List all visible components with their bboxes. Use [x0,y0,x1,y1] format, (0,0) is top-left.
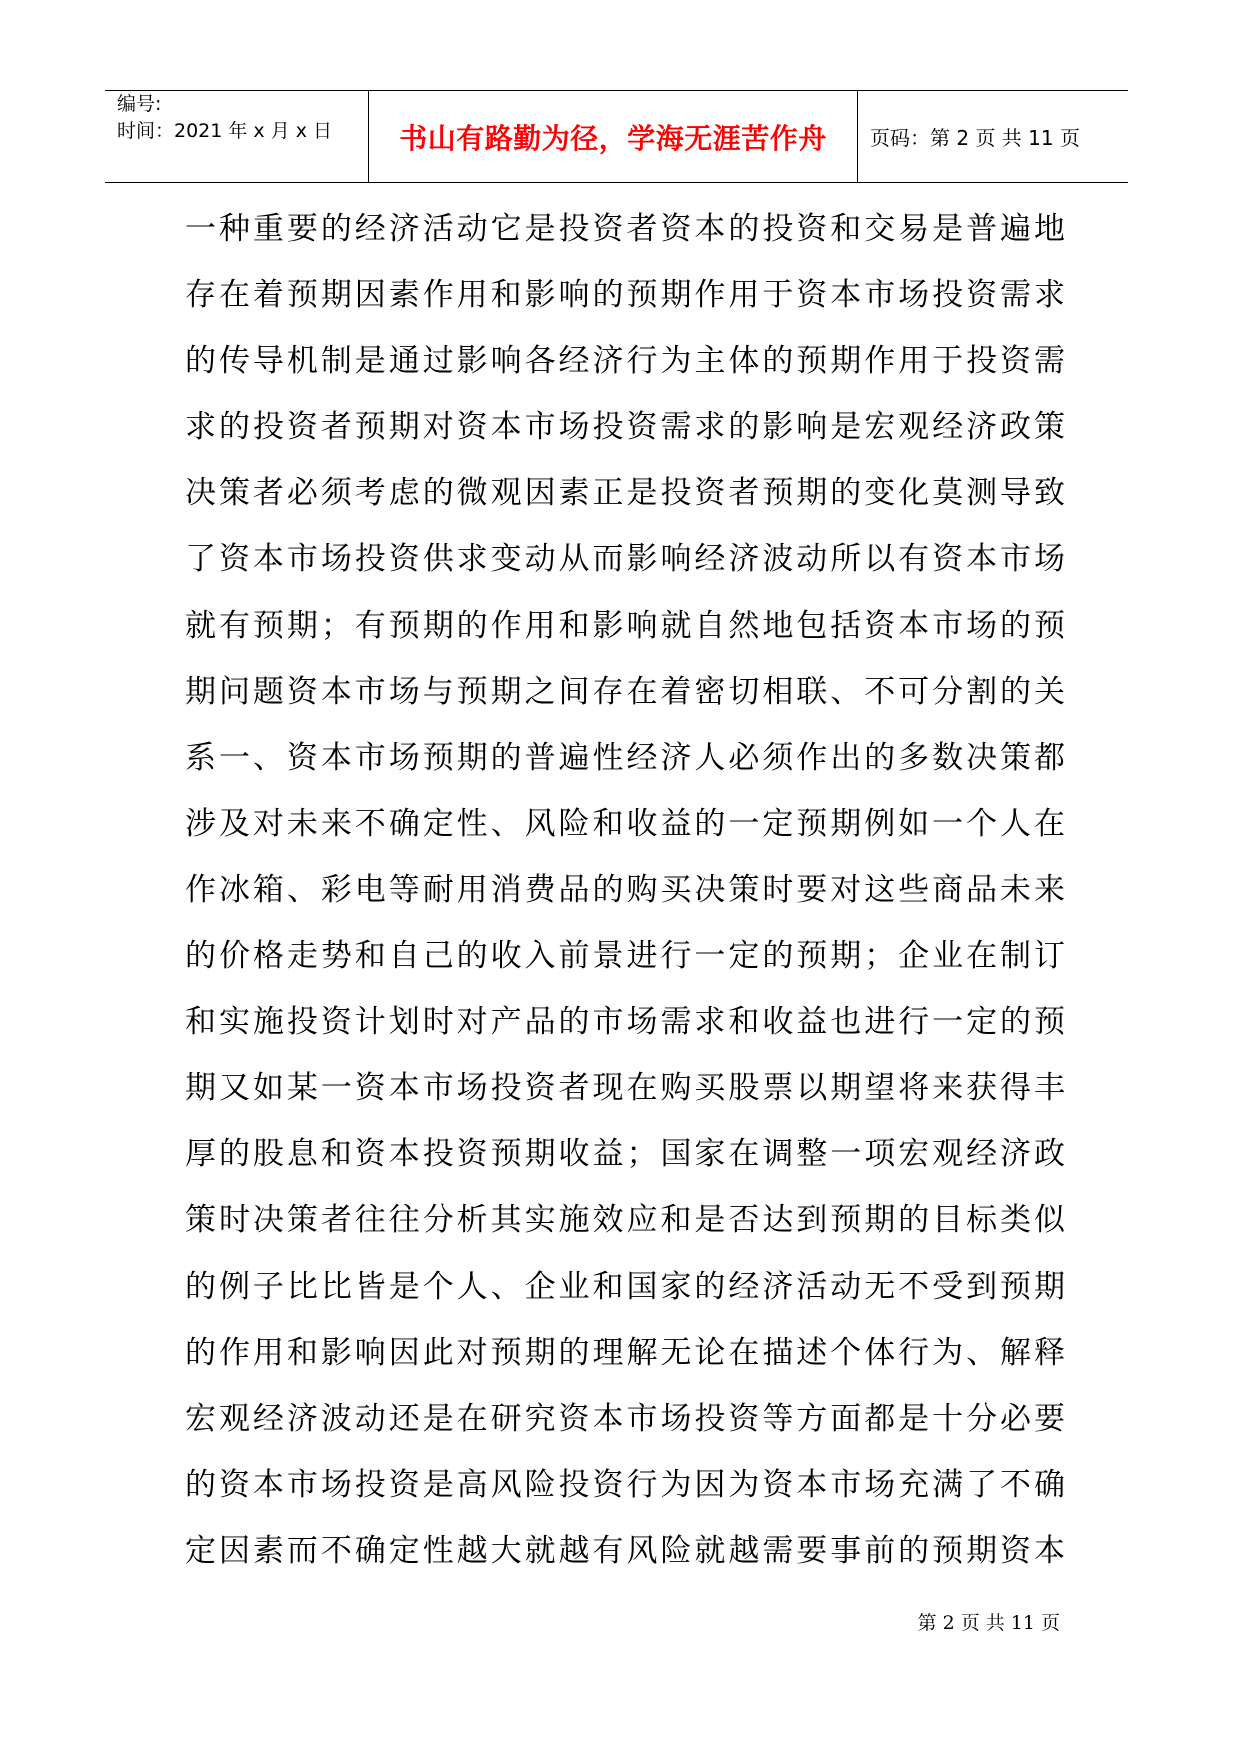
text-line: 涉及对未来不确定性、风险和收益的一定预期例如一个人在 [185,805,1065,842]
document-header [105,90,1128,183]
text-line: 期又如某一资本市场投资者现在购买股票以期望将来获得丰 [185,1070,1065,1107]
text-line: 厚的股息和资本投资预期收益；国家在调整一项宏观经济政 [185,1136,1065,1173]
header-page-cell [858,91,1128,182]
text-line: 期问题资本市场与预期之间存在着密切相联、不可分割的关 [185,673,1065,710]
text-line: 的作用和影响因此对预期的理解无论在描述个体行为、解释 [185,1334,1065,1371]
text-line: 存在着预期因素作用和影响的预期作用于资本市场投资需求 [185,277,1065,314]
page-footer: 第 2 页 共 11 页 [917,1612,1060,1634]
text-line: 了资本市场投资供求变动从而影响经济波动所以有资本市场 [185,541,1065,578]
text-line: 策时决策者往往分析其实施效应和是否达到预期的目标类似 [185,1202,1065,1239]
text-line: 作冰箱、彩电等耐用消费品的购买决策时要对这些商品未来 [185,871,1065,908]
text-line: 一种重要的经济活动它是投资者资本的投资和交易是普遍地 [185,211,1065,247]
document-time-label: 时间：2021 年 x 月 x 日 [117,120,333,142]
motto-text: 书山有路勤为径，学海无涯苦作舟 [399,121,827,155]
body-text [185,196,1065,1584]
header-page-code: 页码：第 2 页 共 11 页 [870,126,1080,150]
text-line: 的例子比比皆是个人、企业和国家的经济活动无不受到预期 [185,1268,1065,1305]
text-line: 决策者必须考虑的微观因素正是投资者预期的变化莫测导致 [185,475,1065,512]
text-line: 系一、资本市场预期的普遍性经济人必须作出的多数决策都 [185,739,1065,776]
text-line: 的资本市场投资是高风险投资行为因为资本市场充满了不确 [185,1466,1065,1503]
document-number-label: 编号: [117,93,162,115]
text-line: 就有预期；有预期的作用和影响就自然地包括资本市场的预 [185,607,1065,644]
text-line: 求的投资者预期对资本市场投资需求的影响是宏观经济政策 [185,409,1065,446]
text-line: 和实施投资计划时对产品的市场需求和收益也进行一定的预 [185,1004,1065,1041]
text-line: 的传导机制是通过影响各经济行为主体的预期作用于投资需 [185,343,1065,380]
header-meta-cell [105,91,368,182]
text-line: 的价格走势和自己的收入前景进行一定的预期；企业在制订 [185,938,1065,975]
header-motto-cell [368,91,858,182]
text-line: 定因素而不确定性越大就越有风险就越需要事前的预期资本 [185,1532,1065,1569]
text-line: 宏观经济波动还是在研究资本市场投资等方面都是十分必要 [185,1400,1065,1437]
